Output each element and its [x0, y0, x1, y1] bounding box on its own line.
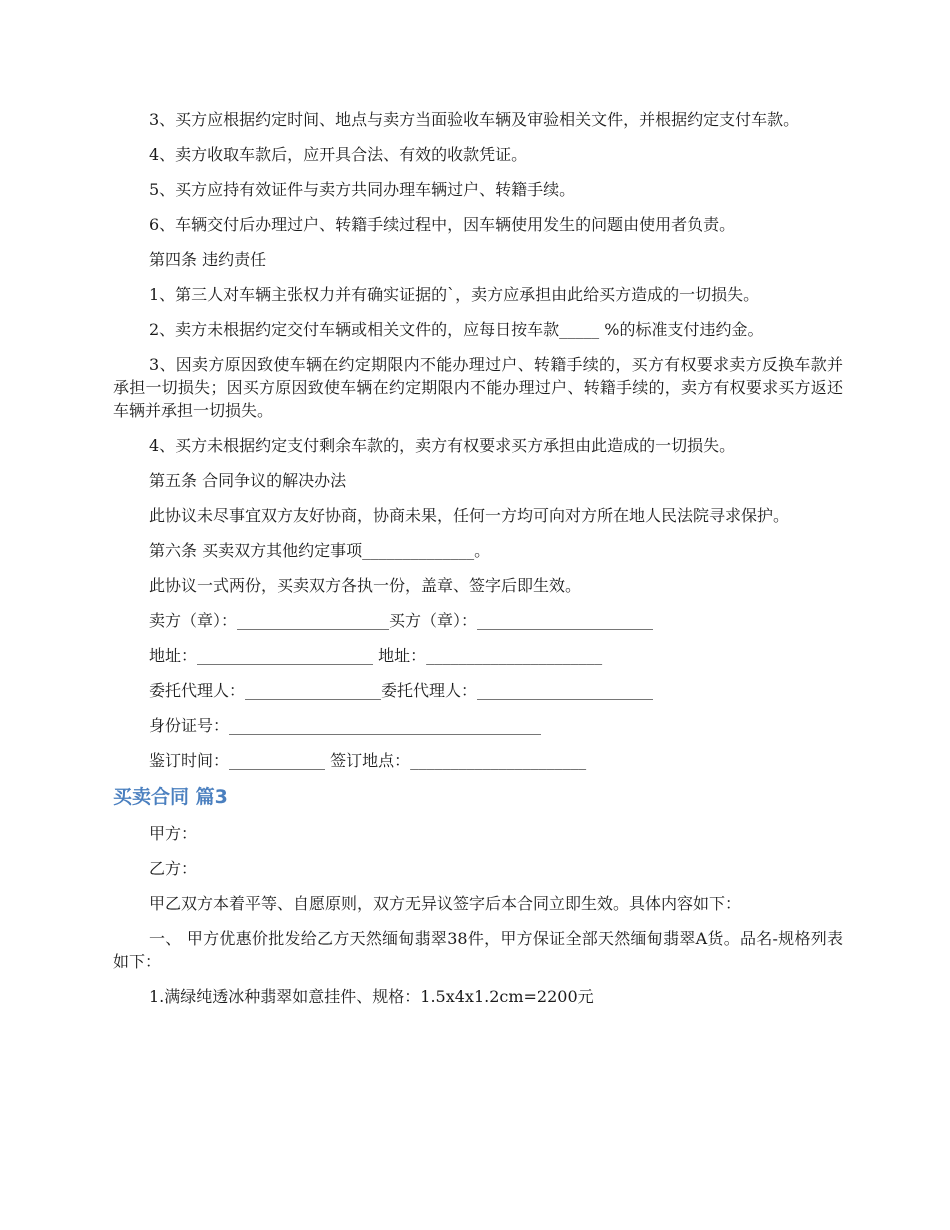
copies-statement: 此协议一式两份，买卖双方各执一份，盖章、签字后即生效。 — [149, 576, 582, 595]
product-item-1: 1.满绿纯透冰种翡翠如意挂件、规格：1.5x4x1.2cm=2200元 — [149, 987, 594, 1006]
article-6-prefix: 第六条 买卖双方其他约定事项 — [149, 541, 363, 560]
article-5-text: 此协议未尽事宜双方友好协商，协商未果，任何一方均可向对方所在地人民法院寻求保护。 — [149, 506, 790, 525]
contract-intro: 甲乙双方本着平等、自愿原则，双方无异议签字后本合同立即生效。具体内容如下： — [149, 894, 742, 913]
signature-id: 身份证号：_______________________________________ — [149, 716, 542, 735]
signature-address: 地址：______________________ 地址：______________________ — [149, 646, 603, 665]
article-5-title: 第五条 合同争议的解决办法 — [149, 471, 347, 490]
article-4-item-3: 3、因卖方原因致使车辆在约定期限内不能办理过户、转籍手续的，买方有权要求卖方反换车款并承担一切损失；因买方原因致使车辆在约定期限内不能办理过户、转籍手续的，卖方有权要求买方返还车辆并承担一切损失。 — [113, 355, 843, 420]
document-page — [113, 108, 843, 1020]
section-3-heading: 买卖合同 篇3 — [113, 786, 228, 808]
signature-agent: 委托代理人：_________________委托代理人：______________________ — [149, 681, 654, 700]
clause-6-usage: 6、车辆交付后办理过户、转籍手续过程中，因车辆使用发生的问题由使用者负责。 — [149, 215, 736, 234]
signature-seller-buyer: 卖方（章）：___________________买方（章）：______________________ — [149, 611, 654, 630]
party-a: 甲方： — [149, 824, 198, 843]
clause-4-receipt: 4、卖方收取车款后，应开具合法、有效的收款凭证。 — [149, 145, 528, 164]
clause-one: 一、 甲方优惠价批发给乙方天然缅甸翡翠38件，甲方保证全部天然缅甸翡翠A货。品名-规格列表如下： — [113, 929, 843, 971]
article-4-item-4: 4、买方未根据约定支付剩余车款的，卖方有权要求买方承担由此造成的一切损失。 — [149, 436, 736, 455]
article-4-item-1: 1、第三人对车辆主张权力并有确实证据的`，卖方应承担由此给买方造成的一切损失。 — [149, 285, 760, 304]
clause-5-transfer: 5、买方应持有效证件与卖方共同办理车辆过户、转籍手续。 — [149, 180, 576, 199]
party-b: 乙方： — [149, 859, 198, 878]
article-6-line — [113, 539, 843, 562]
article-4-item-2: 2、卖方未根据约定交付车辆或相关文件的，应每日按车款_____ %的标准支付违约金。 — [149, 320, 764, 339]
article-4-title: 第四条 违约责任 — [149, 250, 267, 269]
article-6-blank: ______________ — [362, 541, 475, 560]
clause-3-inspection: 3、买方应根据约定时间、地点与卖方当面验收车辆及审验相关文件，并根据约定支付车款。 — [149, 110, 800, 129]
article-6-suffix: 。 — [474, 541, 491, 560]
signature-time-place: 鉴订时间：____________ 签订地点：______________________ — [149, 751, 587, 770]
